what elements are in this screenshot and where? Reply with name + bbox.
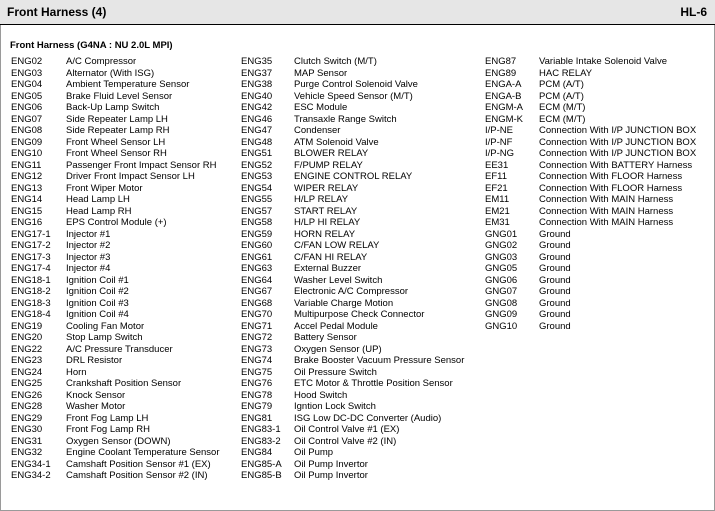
connector-code: ENG59 <box>241 228 273 240</box>
connector-description: ECM (M/T) <box>539 113 586 125</box>
page-header <box>0 0 715 25</box>
connector-description: BLOWER RELAY <box>294 148 369 159</box>
connector-code: ENGM-K <box>485 113 523 125</box>
connector-code: ENG23 <box>11 355 43 366</box>
connector-code: GNG07 <box>485 286 518 297</box>
connector-description: H/LP HI RELAY <box>294 217 361 228</box>
connector-description: Igntion Lock Switch <box>294 401 376 412</box>
connector-code: ENG53 <box>241 171 273 182</box>
connector-code: GNG10 <box>485 320 518 332</box>
connector-code: ENG32 <box>11 447 43 458</box>
connector-code: ENG16 <box>11 217 43 228</box>
connector-description: Oil Pump Invertor <box>294 470 368 481</box>
connector-description: Oil Control Valve #1 (EX) <box>294 424 400 435</box>
connector-code: ENG09 <box>11 136 43 148</box>
connector-description: Connection With I/P JUNCTION BOX <box>539 125 697 136</box>
connector-description: Oxygen Sensor (UP) <box>294 343 382 355</box>
connector-description: Vehicle Speed Sensor (M/T) <box>294 90 413 102</box>
connector-code: ENG20 <box>11 332 43 343</box>
connector-description: Ambient Temperature Sensor <box>66 79 190 90</box>
connector-description: Accel Pedal Module <box>294 320 378 332</box>
connector-code: ENG13 <box>11 182 43 194</box>
connector-description: Camshaft Position Sensor #2 (IN) <box>66 470 208 481</box>
connector-description: Connection With MAIN Harness <box>539 217 674 228</box>
connector-code: ENG83-2 <box>241 435 281 447</box>
connector-code: ENG24 <box>11 366 43 378</box>
connector-description: Multipurpose Check Connector <box>294 309 425 320</box>
connector-code: ENG17-4 <box>11 263 51 274</box>
connector-code: ENG47 <box>241 125 273 136</box>
connector-code: ENG06 <box>11 102 43 113</box>
connector-code: ENG26 <box>11 389 43 401</box>
connector-description: Front Fog Lamp LH <box>66 412 149 424</box>
connector-code: ENG57 <box>241 205 273 217</box>
connector-description: Variable Charge Motion <box>294 297 394 309</box>
connector-description: Head Lamp LH <box>66 194 130 205</box>
connector-code: GNG03 <box>485 251 518 263</box>
connector-description: ETC Motor & Throttle Position Sensor <box>294 378 453 389</box>
connector-code: ENG89 <box>485 67 517 79</box>
connector-code: ENG18-1 <box>11 274 51 286</box>
connector-description: Passenger Front Impact Sensor RH <box>66 159 217 171</box>
connector-code: GNG08 <box>485 297 518 309</box>
connector-code: ENG48 <box>241 136 273 148</box>
connector-code: ENG14 <box>11 194 43 205</box>
connector-description: Connection With FLOOR Harness <box>539 171 683 182</box>
connector-description: H/LP RELAY <box>294 194 349 205</box>
connector-code: ENG84 <box>241 447 273 458</box>
connector-code: ENG71 <box>241 320 273 332</box>
connector-description: Knock Sensor <box>66 389 126 401</box>
connector-code: ENG22 <box>11 343 43 355</box>
connector-code: ENG38 <box>241 79 273 90</box>
page-title: Front Harness (4) <box>7 5 107 19</box>
connector-code: GNG09 <box>485 309 518 320</box>
connector-description: ECM (M/T) <box>539 102 586 113</box>
connector-code: I/P-NE <box>485 125 513 136</box>
connector-description: START RELAY <box>294 205 358 217</box>
connector-code: EM21 <box>485 205 510 217</box>
connector-description: Front Wheel Sensor LH <box>66 136 166 148</box>
connector-code: ENG58 <box>241 217 273 228</box>
connector-code: ENG17-2 <box>11 240 51 251</box>
connector-code: ENGM-A <box>485 102 523 113</box>
connector-description: C/FAN HI RELAY <box>294 251 368 263</box>
connector-description: Oil Control Valve #2 (IN) <box>294 435 397 447</box>
connector-code: ENG64 <box>241 274 273 286</box>
connector-description: Camshaft Position Sensor #1 (EX) <box>66 458 211 470</box>
connector-description: Condenser <box>294 125 341 136</box>
connector-code: ENG54 <box>241 182 273 194</box>
connector-code: ENG75 <box>241 366 273 378</box>
connector-description: Injector #3 <box>66 251 111 263</box>
connector-code: EF11 <box>485 171 508 182</box>
connector-description: A/C Pressure Transducer <box>66 343 173 355</box>
section-subtitle: Front Harness (G4NA : NU 2.0L MPI) <box>10 40 173 51</box>
connector-description: Alternator (With ISG) <box>66 67 155 79</box>
connector-code: ENG17-3 <box>11 251 51 263</box>
connector-description: Washer Motor <box>66 401 126 412</box>
connector-code: ENG29 <box>11 412 43 424</box>
connector-description: Oil Pump <box>294 447 334 458</box>
connector-description: Injector #4 <box>66 263 111 274</box>
connector-description: Transaxle Range Switch <box>294 113 397 125</box>
connector-description: Connection With MAIN Harness <box>539 194 674 205</box>
connector-description: DRL Resistor <box>66 355 123 366</box>
connector-code: ENG28 <box>11 401 43 412</box>
connector-description: Electronic A/C Compressor <box>294 286 409 297</box>
connector-description: Ground <box>539 297 571 309</box>
connector-code: ENG34-2 <box>11 470 51 481</box>
connector-code: ENG35 <box>241 56 273 67</box>
connector-code: EM31 <box>485 217 510 228</box>
connector-description: Oxygen Sensor (DOWN) <box>66 435 171 447</box>
connector-code: ENG67 <box>241 286 273 297</box>
connector-code: ENG68 <box>241 297 273 309</box>
connector-description: Ignition Coil #4 <box>66 309 129 320</box>
connector-code: ENG03 <box>11 67 43 79</box>
connector-code: I/P-NG <box>485 148 515 159</box>
connector-description: Front Fog Lamp RH <box>66 424 150 435</box>
connector-description: Hood Switch <box>294 389 348 401</box>
connector-description: Connection With FLOOR Harness <box>539 182 683 194</box>
connector-description: HAC RELAY <box>539 67 593 79</box>
connector-description: Ground <box>539 263 571 274</box>
connector-code: ENG76 <box>241 378 273 389</box>
connector-code: ENG18-3 <box>11 297 51 309</box>
connector-code: ENG37 <box>241 67 273 79</box>
connector-description: Side Repeater Lamp LH <box>66 113 168 125</box>
connector-description: MAP Sensor <box>294 67 348 79</box>
connector-description: A/C Compressor <box>66 56 137 67</box>
connector-description: External Buzzer <box>294 263 362 274</box>
connector-code: ENG60 <box>241 240 273 251</box>
connector-description: Connection With I/P JUNCTION BOX <box>539 148 697 159</box>
connector-description: Front Wiper Motor <box>66 182 143 194</box>
connector-description: Back-Up Lamp Switch <box>66 102 160 113</box>
connector-description: Ground <box>539 274 571 286</box>
connector-description: Ground <box>539 228 571 240</box>
connector-description: Ground <box>539 240 571 251</box>
connector-code: ENG02 <box>11 56 43 67</box>
connector-code: GNG02 <box>485 240 518 251</box>
connector-code: ENG72 <box>241 332 273 343</box>
connector-description: Driver Front Impact Sensor LH <box>66 171 195 182</box>
connector-description: Cooling Fan Motor <box>66 320 145 332</box>
connector-description: Clutch Switch (M/T) <box>294 56 377 67</box>
connector-description: ENGINE CONTROL RELAY <box>294 171 413 182</box>
connector-code: ENG85-A <box>241 458 282 470</box>
connector-code: ENG25 <box>11 378 43 389</box>
connector-code: ENG19 <box>11 320 43 332</box>
connector-code: ENG81 <box>241 412 273 424</box>
connector-code: ENG10 <box>11 148 43 159</box>
connector-description: Brake Fluid Level Sensor <box>66 90 173 102</box>
connector-description: EPS Control Module (+) <box>66 217 167 228</box>
connector-description: Crankshaft Position Sensor <box>66 378 182 389</box>
connector-description: F/PUMP RELAY <box>294 159 363 171</box>
connector-code: ENG18-2 <box>11 286 51 297</box>
connector-code: ENG30 <box>11 424 43 435</box>
connector-description: Head Lamp RH <box>66 205 132 217</box>
connector-description: Ignition Coil #1 <box>66 274 129 286</box>
connector-description: PCM (A/T) <box>539 79 584 90</box>
connector-code: ENG74 <box>241 355 273 366</box>
connector-code: ENG61 <box>241 251 273 263</box>
connector-description: Battery Sensor <box>294 332 357 343</box>
connector-description: Side Repeater Lamp RH <box>66 125 170 136</box>
connector-description: Connection With I/P JUNCTION BOX <box>539 136 697 148</box>
connector-code: ENG83-1 <box>241 424 281 435</box>
connector-description: Ground <box>539 309 571 320</box>
connector-description: Engine Coolant Temperature Sensor <box>66 447 220 458</box>
connector-description: Injector #2 <box>66 240 111 251</box>
connector-description: Washer Level Switch <box>294 274 383 286</box>
connector-description: Connection With BATTERY Harness <box>539 159 693 171</box>
connector-code: ENG40 <box>241 90 273 102</box>
connector-code: ENG73 <box>241 343 273 355</box>
connector-description: Ground <box>539 251 571 263</box>
connector-code: ENG79 <box>241 401 273 412</box>
connector-code: ENG87 <box>485 56 517 67</box>
connector-description: ESC Module <box>294 102 348 113</box>
connector-code: ENG78 <box>241 389 273 401</box>
connector-description: ISG Low DC-DC Converter (Audio) <box>294 412 442 424</box>
connector-code: ENGA-B <box>485 90 522 102</box>
connector-description: Oil Pressure Switch <box>294 366 377 378</box>
connector-code: EE31 <box>485 159 509 171</box>
connector-description: HORN RELAY <box>294 228 356 240</box>
connector-description: Connection With MAIN Harness <box>539 205 674 217</box>
connector-description: C/FAN LOW RELAY <box>294 240 380 251</box>
connector-code: ENG17-1 <box>11 228 51 240</box>
connector-code: ENG63 <box>241 263 273 274</box>
connector-code: ENG07 <box>11 113 43 125</box>
connector-code: GNG01 <box>485 228 518 240</box>
connector-description: Ground <box>539 286 571 297</box>
connector-code: ENG08 <box>11 125 43 136</box>
connector-code: ENG34-1 <box>11 458 51 470</box>
page-code: HL-6 <box>680 5 707 19</box>
connector-code: GNG06 <box>485 274 518 286</box>
connector-code: ENG18-4 <box>11 309 51 320</box>
connector-code: ENG05 <box>11 90 43 102</box>
connector-code: ENG31 <box>11 435 43 447</box>
connector-description: Brake Booster Vacuum Pressure Sensor <box>294 355 465 366</box>
connector-code: ENG12 <box>11 171 43 182</box>
connector-code: ENG04 <box>11 79 43 90</box>
connector-description: Purge Control Solenoid Valve <box>294 79 418 90</box>
connector-code: ENG42 <box>241 102 273 113</box>
connector-code: ENG15 <box>11 205 43 217</box>
connector-code: EF21 <box>485 182 508 194</box>
connector-description: Front Wheel Sensor RH <box>66 148 167 159</box>
connector-code: ENG70 <box>241 309 273 320</box>
connector-code: ENG52 <box>241 159 273 171</box>
connector-code: ENG46 <box>241 113 273 125</box>
connector-code: ENGA-A <box>485 79 522 90</box>
connector-description: PCM (A/T) <box>539 90 584 102</box>
connector-code: ENG85-B <box>241 470 282 481</box>
connector-description: Horn <box>66 366 87 378</box>
connector-description: Variable Intake Solenoid Valve <box>539 56 667 67</box>
connector-description: Oil Pump Invertor <box>294 458 368 470</box>
connector-description: WIPER RELAY <box>294 182 359 194</box>
connector-description: Injector #1 <box>66 228 111 240</box>
connector-code: GNG05 <box>485 263 518 274</box>
connector-code: EM11 <box>485 194 510 205</box>
connector-code: ENG11 <box>11 159 42 171</box>
connector-code: ENG51 <box>241 148 273 159</box>
connector-description: Stop Lamp Switch <box>66 332 143 343</box>
connector-description: Ignition Coil #3 <box>66 297 129 309</box>
connector-description: Ignition Coil #2 <box>66 286 129 297</box>
connector-description: Ground <box>539 320 571 332</box>
connector-description: ATM Solenoid Valve <box>294 136 379 148</box>
connector-code: ENG55 <box>241 194 273 205</box>
connector-code: I/P-NF <box>485 136 513 148</box>
